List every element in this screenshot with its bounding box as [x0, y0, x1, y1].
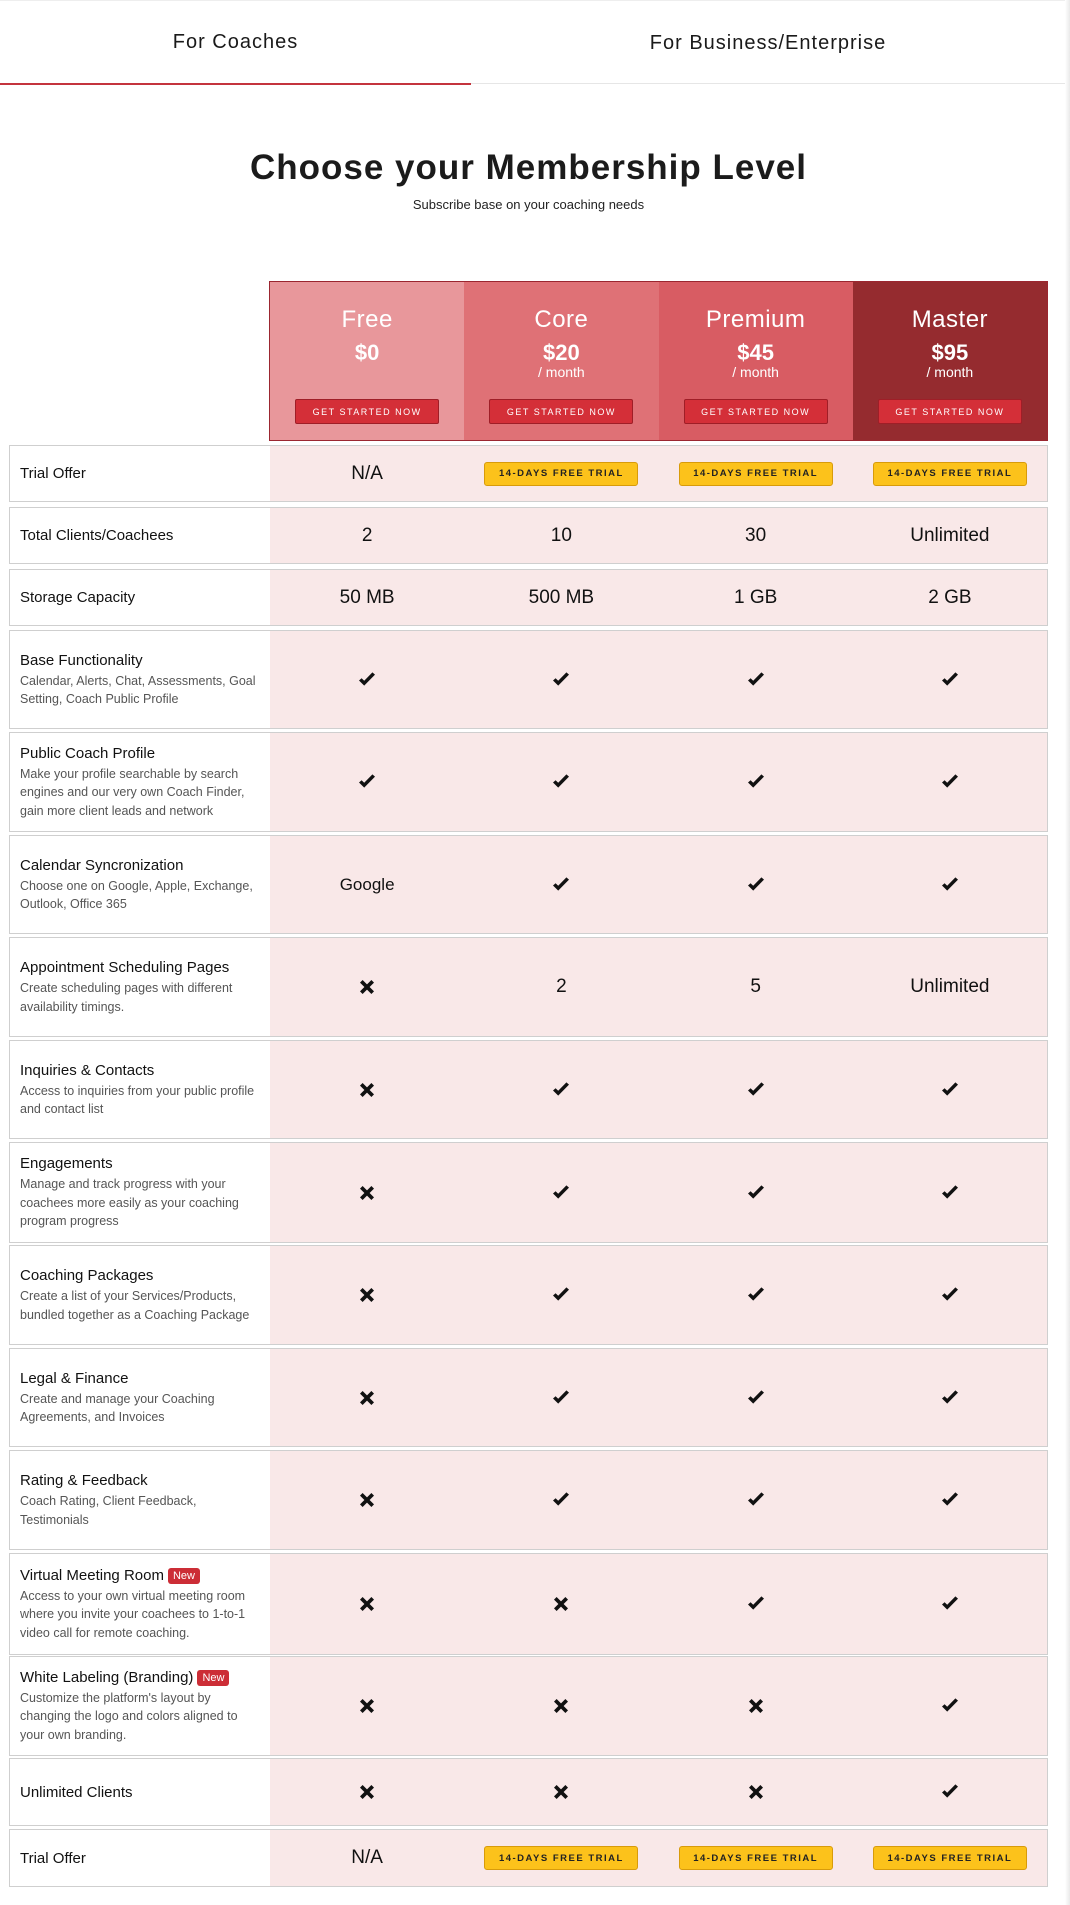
feature-title	[20, 1154, 260, 1173]
plan-value-cell	[853, 1759, 1047, 1825]
plan-value-cell	[464, 1759, 658, 1825]
feature-label-cell	[10, 938, 270, 1036]
plan-value-cells	[270, 1246, 1047, 1344]
plan-value-cells	[270, 1143, 1047, 1242]
check-icon	[940, 670, 960, 690]
check-icon	[940, 1080, 960, 1100]
feature-label-cell	[10, 1554, 270, 1654]
plan-price: $0	[354, 340, 380, 365]
plan-header	[269, 281, 1048, 441]
plan-value-cell	[270, 1143, 464, 1242]
plan-value-text: 2 GB	[928, 586, 972, 608]
page-edge-shadow	[1065, 0, 1070, 1905]
plan-value-cell	[270, 1657, 464, 1755]
plan-value-cell	[853, 1041, 1047, 1138]
plan-value-cell	[659, 631, 853, 728]
plan-value-text: 30	[745, 524, 767, 546]
plan-value-cell	[659, 836, 853, 933]
plan-value-cell	[464, 570, 658, 625]
feature-row	[9, 835, 1048, 934]
plan-value-cell	[853, 1246, 1047, 1344]
plan-value-cell	[464, 446, 658, 501]
check-icon	[940, 1183, 960, 1203]
cross-icon	[357, 977, 377, 997]
feature-label-cell	[10, 836, 270, 933]
feature-description: Create a list of your Services/Products, bundled together as a Coaching Package	[20, 1289, 250, 1322]
plan-value-cell	[659, 1554, 853, 1654]
plan-value-cell	[659, 1451, 853, 1549]
plan-value-cell	[853, 836, 1047, 933]
plan-value-cell	[853, 1657, 1047, 1755]
plan-value-cells	[270, 938, 1047, 1036]
feature-title	[20, 1668, 260, 1687]
feature-title	[20, 651, 260, 670]
feature-description: Make your profile searchable by search engines and our very own Coach Finder, gain more client leads and network	[20, 766, 245, 818]
plan-period: / month	[732, 364, 779, 380]
cross-icon	[551, 1696, 571, 1716]
plan-value-cell	[464, 1349, 658, 1446]
feature-title-text: Rating & Feedback	[20, 1472, 148, 1489]
plan-value-cell	[853, 1143, 1047, 1242]
plan-value-cell	[853, 631, 1047, 728]
plan-name: Core	[534, 306, 589, 333]
feature-description: Choose one on Google, Apple, Exchange, Outlook, Office 365	[20, 878, 253, 911]
check-icon	[551, 1285, 571, 1305]
feature-title	[20, 1566, 260, 1585]
feature-label-cell	[10, 1657, 270, 1755]
feature-title-text: Appointment Scheduling Pages	[20, 959, 230, 976]
feature-description: Access to inquiries from your public profile and contact list	[20, 1083, 255, 1116]
feature-row	[9, 507, 1048, 564]
plan-value-cell	[853, 938, 1047, 1036]
get-started-button-core[interactable]: GET STARTED NOW	[489, 399, 633, 424]
cross-icon	[357, 1490, 377, 1510]
feature-description: Manage and track progress with your coachees more easily as your coaching program progress	[20, 1177, 239, 1229]
plan-value-cell	[659, 733, 853, 831]
plan-value-cells	[270, 1451, 1047, 1549]
plan-value-cell	[270, 1246, 464, 1344]
cross-icon	[357, 1080, 377, 1100]
feature-title	[20, 526, 260, 545]
check-icon	[746, 1285, 766, 1305]
get-started-button-premium[interactable]: GET STARTED NOW	[684, 399, 828, 424]
feature-description: Customize the platform's layout by changing the logo and colors aligned to your own branding.	[20, 1690, 238, 1742]
plan-premium	[659, 282, 853, 440]
feature-row	[9, 1450, 1048, 1550]
get-started-button-master[interactable]: GET STARTED NOW	[878, 399, 1022, 424]
plan-value-cells	[270, 1349, 1047, 1446]
check-icon	[551, 670, 571, 690]
plan-value-cell	[270, 1554, 464, 1654]
feature-title	[20, 1266, 260, 1285]
feature-label-cell	[10, 570, 270, 625]
feature-label-cell	[10, 1830, 270, 1886]
cross-icon	[746, 1782, 766, 1802]
feature-title-text: Trial Offer	[20, 465, 86, 482]
feature-title	[20, 588, 260, 607]
plan-value-text: 50 MB	[339, 586, 395, 608]
cross-icon	[357, 1183, 377, 1203]
plan-value-cell	[270, 733, 464, 831]
plan-value-cell	[853, 1554, 1047, 1654]
feature-description: Create scheduling pages with different availability timings.	[20, 981, 233, 1014]
check-icon	[940, 1696, 960, 1716]
feature-title-text: Unlimited Clients	[20, 1783, 133, 1801]
plan-period: / month	[538, 364, 585, 380]
page-title: Choose your Membership Level	[249, 148, 808, 187]
check-icon	[746, 1388, 766, 1408]
check-icon	[551, 1490, 571, 1510]
plan-name: Premium	[705, 306, 806, 333]
plan-value-cell	[659, 938, 853, 1036]
feature-row	[9, 1758, 1048, 1826]
plan-value-text: 10	[550, 524, 572, 546]
check-icon	[357, 772, 377, 792]
feature-row	[9, 1829, 1048, 1887]
check-icon	[940, 1285, 960, 1305]
feature-row	[9, 732, 1048, 832]
plan-value-cell	[659, 1041, 853, 1138]
plan-value-cells	[270, 1041, 1047, 1138]
feature-row	[9, 1656, 1048, 1756]
feature-title-text: Virtual Meeting Room	[20, 1566, 164, 1584]
feature-label-cell	[10, 1759, 270, 1825]
free-trial-button[interactable]: 14-DAYS FREE TRIAL	[679, 1846, 833, 1870]
feature-title	[20, 958, 260, 977]
feature-description: Create and manage your Coaching Agreements, and Invoices	[20, 1391, 215, 1424]
plan-core	[464, 282, 658, 440]
plan-value-text: Unlimited	[910, 524, 990, 546]
plan-free	[270, 282, 464, 440]
plan-value-text: 2	[361, 524, 373, 546]
plan-value-cells	[270, 1657, 1047, 1755]
cross-icon	[551, 1782, 571, 1802]
plan-value-cell	[270, 1041, 464, 1138]
plan-value-cells	[270, 508, 1047, 563]
plan-value-cells	[270, 1554, 1047, 1654]
tab-for-business-enterprise[interactable]: For Business/Enterprise	[649, 31, 887, 54]
feature-row	[9, 445, 1048, 502]
plan-value-cell	[270, 1451, 464, 1549]
feature-label-cell	[10, 1143, 270, 1242]
feature-title-text: Inquiries & Contacts	[20, 1061, 155, 1079]
feature-description: Coach Rating, Client Feedback, Testimonials	[20, 1494, 197, 1527]
feature-title-text: Engagements	[20, 1155, 113, 1173]
plan-value-text: Google	[339, 874, 395, 894]
plan-value-text: Unlimited	[910, 976, 990, 997]
check-icon	[746, 1490, 766, 1510]
feature-label-cell	[10, 1246, 270, 1344]
cross-icon	[357, 1285, 377, 1305]
plan-value-cell	[464, 1657, 658, 1755]
feature-label-cell	[10, 733, 270, 831]
plan-price: $20	[543, 340, 580, 365]
plan-value-cell	[270, 508, 464, 563]
plan-value-cell	[464, 1451, 658, 1549]
plan-value-cell	[270, 1349, 464, 1446]
feature-title	[20, 1471, 260, 1490]
plan-value-cells	[270, 1830, 1047, 1886]
feature-label-cell	[10, 1349, 270, 1446]
plan-value-cell	[464, 836, 658, 933]
plan-value-cell	[270, 570, 464, 625]
feature-label-cell	[10, 508, 270, 563]
plan-name: Master	[911, 306, 989, 333]
feature-title	[20, 856, 260, 875]
check-icon	[746, 1183, 766, 1203]
feature-title-text: Calendar Syncronization	[20, 856, 184, 874]
feature-title-text: Storage Capacity	[20, 589, 136, 606]
check-icon	[746, 772, 766, 792]
plan-master	[853, 282, 1047, 440]
plan-value-cell	[853, 1830, 1047, 1886]
cross-icon	[551, 1594, 571, 1614]
free-trial-button[interactable]: 14-DAYS FREE TRIAL	[484, 462, 638, 486]
plan-value-cell	[270, 938, 464, 1036]
feature-label-cell	[10, 1451, 270, 1549]
plan-value-cells	[270, 733, 1047, 831]
plan-value-cell	[853, 446, 1047, 501]
plan-value-cell	[659, 570, 853, 625]
check-icon	[940, 772, 960, 792]
free-trial-button[interactable]: 14-DAYS FREE TRIAL	[873, 462, 1027, 486]
plan-value-cell	[659, 1830, 853, 1886]
plan-value-cell	[464, 1246, 658, 1344]
plan-value-cell	[659, 508, 853, 563]
free-trial-button[interactable]: 14-DAYS FREE TRIAL	[679, 462, 833, 486]
plan-value-cells	[270, 836, 1047, 933]
plan-value-text: 500 MB	[528, 586, 595, 608]
check-icon	[940, 1594, 960, 1614]
check-icon	[940, 875, 960, 895]
plan-value-cell	[270, 446, 464, 501]
plan-value-cell	[464, 1830, 658, 1886]
plan-value-cell	[464, 1554, 658, 1654]
check-icon	[746, 1594, 766, 1614]
feature-title-text: Public Coach Profile	[20, 744, 156, 762]
feature-title-text: Legal & Finance	[20, 1369, 129, 1387]
feature-title	[20, 1849, 260, 1868]
plan-value-text: N/A	[351, 1847, 383, 1868]
free-trial-button[interactable]: 14-DAYS FREE TRIAL	[484, 1846, 638, 1870]
plan-value-cells	[270, 446, 1047, 501]
plan-value-cell	[659, 1246, 853, 1344]
feature-title	[20, 464, 260, 483]
plan-value-cell	[853, 1349, 1047, 1446]
plan-value-cell	[853, 508, 1047, 563]
plan-value-cell	[659, 446, 853, 501]
page-subtitle: Subscribe base on your coaching needs	[412, 197, 645, 212]
feature-title	[20, 744, 260, 763]
plan-value-cell	[853, 570, 1047, 625]
feature-row	[9, 1348, 1048, 1447]
feature-row	[9, 1245, 1048, 1345]
plan-value-cell	[853, 733, 1047, 831]
feature-description: Calendar, Alerts, Chat, Assessments, Goal Setting, Coach Public Profile	[20, 673, 256, 706]
plan-value-cells	[270, 631, 1047, 728]
plan-value-cell	[659, 1657, 853, 1755]
feature-title-text: Total Clients/Coachees	[20, 527, 174, 544]
plan-value-cell	[270, 631, 464, 728]
feature-title	[20, 1061, 260, 1080]
plan-value-cell	[853, 1451, 1047, 1549]
feature-title	[20, 1783, 260, 1802]
feature-label-cell	[10, 631, 270, 728]
check-icon	[746, 670, 766, 690]
plan-value-cell	[464, 1143, 658, 1242]
feature-title-text: Trial Offer	[20, 1849, 86, 1867]
check-icon	[746, 1080, 766, 1100]
cross-icon	[357, 1696, 377, 1716]
check-icon	[940, 1782, 960, 1802]
plan-value-cell	[270, 836, 464, 933]
feature-description: Access to your own virtual meeting room where you invite your coachees to 1-to-1 video call for remote coaching.	[20, 1588, 246, 1640]
check-icon	[940, 1490, 960, 1510]
plan-value-text: 1 GB	[733, 586, 778, 608]
plan-value-text: 5	[750, 976, 761, 997]
plan-value-cells	[270, 1759, 1047, 1825]
cross-icon	[746, 1696, 766, 1716]
check-icon	[551, 875, 571, 895]
plan-value-cell	[659, 1143, 853, 1242]
plan-name: Free	[341, 306, 393, 333]
feature-label-cell	[10, 1041, 270, 1138]
new-badge: New	[197, 1670, 229, 1686]
cross-icon	[357, 1594, 377, 1614]
plan-value-cell	[464, 631, 658, 728]
plan-value-cell	[270, 1759, 464, 1825]
free-trial-button[interactable]: 14-DAYS FREE TRIAL	[873, 1846, 1027, 1870]
plan-value-cell	[464, 938, 658, 1036]
feature-row	[9, 937, 1048, 1037]
check-icon	[551, 1183, 571, 1203]
plan-period: / month	[926, 364, 974, 380]
check-icon	[551, 772, 571, 792]
plan-price: $45	[737, 340, 774, 365]
check-icon	[746, 875, 766, 895]
plan-value-cell	[464, 733, 658, 831]
feature-row	[9, 1553, 1048, 1655]
cross-icon	[357, 1782, 377, 1802]
feature-title-text: Coaching Packages	[20, 1267, 154, 1284]
tab-for-coaches[interactable]: For Coaches	[0, 1, 471, 85]
plan-value-text: N/A	[351, 462, 383, 484]
check-icon	[551, 1080, 571, 1100]
feature-row	[9, 1142, 1048, 1243]
feature-label-cell	[10, 446, 270, 501]
check-icon	[940, 1388, 960, 1408]
feature-row	[9, 569, 1048, 626]
feature-title-text: Base Functionality	[20, 651, 143, 669]
plan-value-cell	[270, 1830, 464, 1886]
feature-title-text: White Labeling (Branding)	[20, 1668, 194, 1686]
plan-value-cells	[270, 570, 1047, 625]
feature-title	[20, 1369, 260, 1388]
feature-row	[9, 1040, 1048, 1139]
membership-tabs	[0, 0, 1070, 84]
cross-icon	[357, 1388, 377, 1408]
check-icon	[551, 1388, 571, 1408]
plan-value-cell	[464, 508, 658, 563]
check-icon	[357, 670, 377, 690]
feature-row	[9, 630, 1048, 729]
plan-value-cell	[659, 1759, 853, 1825]
plan-value-cell	[659, 1349, 853, 1446]
plan-value-cell	[464, 1041, 658, 1138]
plan-price: $95	[931, 340, 969, 365]
new-badge: New	[168, 1568, 200, 1584]
get-started-button-free[interactable]: GET STARTED NOW	[295, 399, 439, 424]
plan-value-text: 2	[556, 976, 567, 997]
